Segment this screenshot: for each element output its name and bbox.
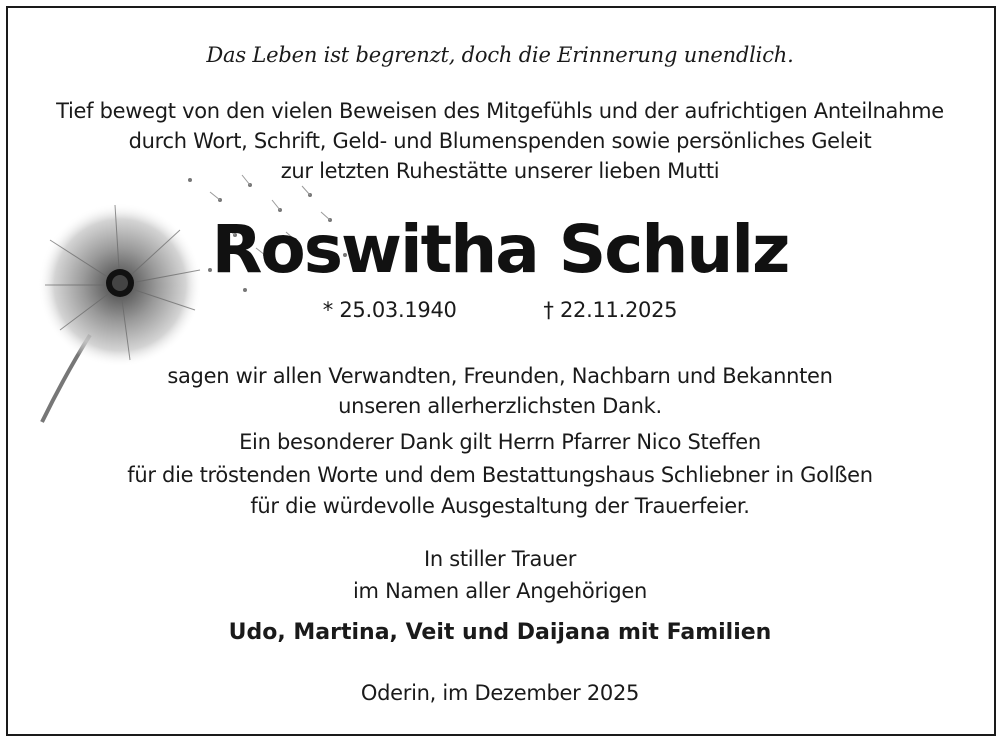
thanks-line: Ein besonderer Dank gilt Herrn Pfarrer Nico Steffen <box>239 430 761 454</box>
birth-date: * 25.03.1940 <box>322 298 457 322</box>
death-date: † 22.11.2025 <box>543 298 678 322</box>
deceased-name: Roswitha Schulz <box>211 211 789 288</box>
thanks-line: unseren allerherzlichsten Dank. <box>338 394 662 418</box>
thanks-line: für die würdevolle Ausgestaltung der Trauerfeier. <box>250 494 750 518</box>
thanks-line: für die tröstenden Worte und dem Bestattungshaus Schliebner in Golßen <box>127 463 873 487</box>
mourning-line: im Namen aller Angehörigen <box>353 579 647 603</box>
mourning-line: In stiller Trauer <box>423 547 577 571</box>
intro-line: durch Wort, Schrift, Geld- und Blumenspenden sowie persönliches Geleit <box>128 129 872 153</box>
intro-line: Tief bewegt von den vielen Beweisen des Mitgefühls und der aufrichtigen Anteilnahme <box>56 99 944 123</box>
intro-line: zur letzten Ruhestätte unserer lieben Mutti <box>280 159 720 183</box>
motto: Das Leben ist begrenzt, doch die Erinnerung unendlich. <box>206 43 794 67</box>
signers: Udo, Martina, Veit und Daijana mit Familien <box>228 620 772 645</box>
life-dates <box>0 296 1000 324</box>
thanks-line: sagen wir allen Verwandten, Freunden, Nachbarn und Bekannten <box>167 364 833 388</box>
place-date: Oderin, im Dezember 2025 <box>360 681 640 705</box>
